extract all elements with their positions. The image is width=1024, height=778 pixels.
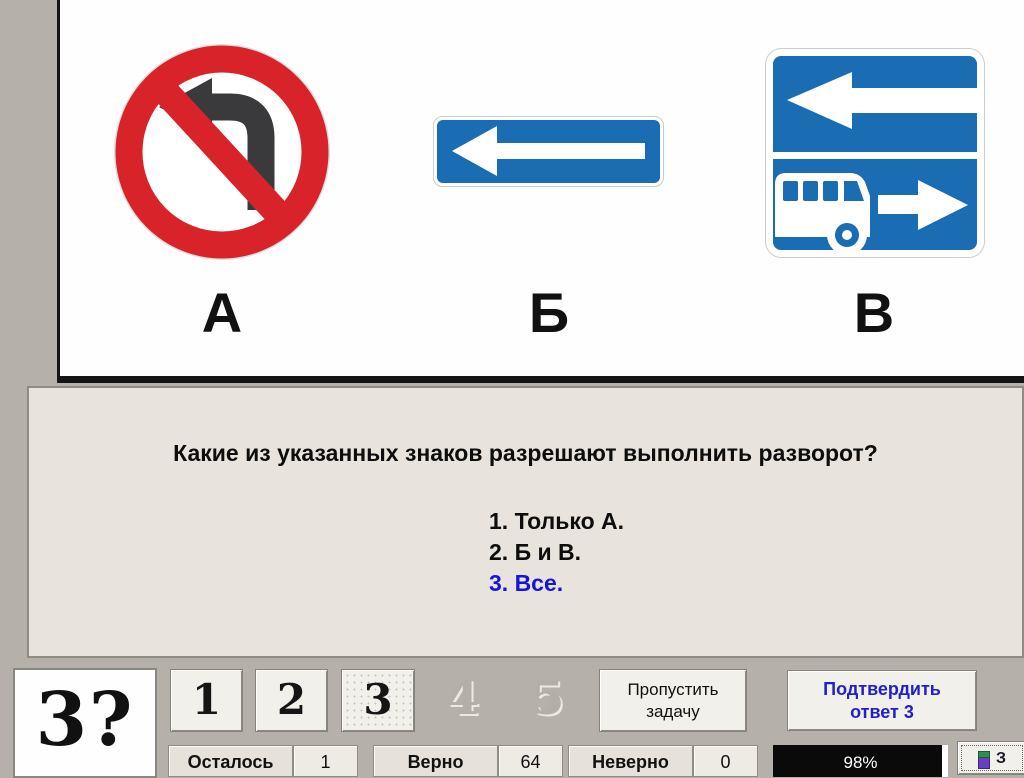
sign-a-no-left-turn-icon: [113, 40, 331, 261]
sign-v-label: В: [853, 281, 895, 344]
current-question-number: 3?: [35, 677, 135, 763]
question-text: Какие из указанных знаков разрешают выполнить разворот?: [173, 440, 878, 466]
wrong-value: 0: [693, 745, 758, 777]
finish-button[interactable]: [957, 741, 1024, 775]
confirm-answer-label-line2: ответ 3: [850, 702, 914, 722]
answer-option-3-selected[interactable]: 3. Все.: [489, 570, 564, 596]
confirm-answer-button[interactable]: [787, 670, 977, 731]
exit-door-icon: [978, 751, 990, 769]
remaining-label: Осталось: [168, 745, 293, 777]
question-number-5-disabled: 5: [531, 671, 565, 726]
question-number-button-2[interactable]: 2: [255, 669, 328, 732]
sign-b-one-way-left-icon: [433, 116, 664, 187]
finish-button-label: З: [996, 750, 1007, 767]
remaining-value: 1: [293, 745, 358, 777]
answer-list: [489, 506, 624, 599]
sign-b-label: Б: [528, 281, 570, 344]
current-question-indicator: [13, 668, 157, 778]
skip-task-label-line2: задачу: [646, 702, 700, 721]
correct-value: 64: [498, 745, 563, 777]
question-panel: [27, 386, 1024, 658]
sign-display-panel: [57, 0, 1024, 383]
skip-task-button[interactable]: [599, 669, 747, 732]
answer-option-2[interactable]: 2. Б и В.: [489, 539, 582, 565]
progress-bar: [773, 745, 948, 777]
sign-a-label: А: [201, 281, 243, 344]
sign-v-route-vehicle-lane-icon: [765, 48, 985, 258]
question-number-4-disabled: 4: [446, 671, 480, 726]
question-number-button-3[interactable]: 3: [341, 669, 415, 732]
wrong-label: Неверно: [568, 745, 693, 777]
progress-percent: 98%: [843, 753, 878, 772]
answer-option-1[interactable]: 1. Только А.: [489, 508, 625, 534]
confirm-answer-label-line1: Подтвердить: [823, 679, 941, 699]
question-number-button-1[interactable]: 1: [170, 669, 243, 732]
skip-task-label-line1: Пропустить: [627, 680, 719, 699]
correct-label: Верно: [373, 745, 498, 777]
progress-bar-remainder: [942, 745, 948, 777]
